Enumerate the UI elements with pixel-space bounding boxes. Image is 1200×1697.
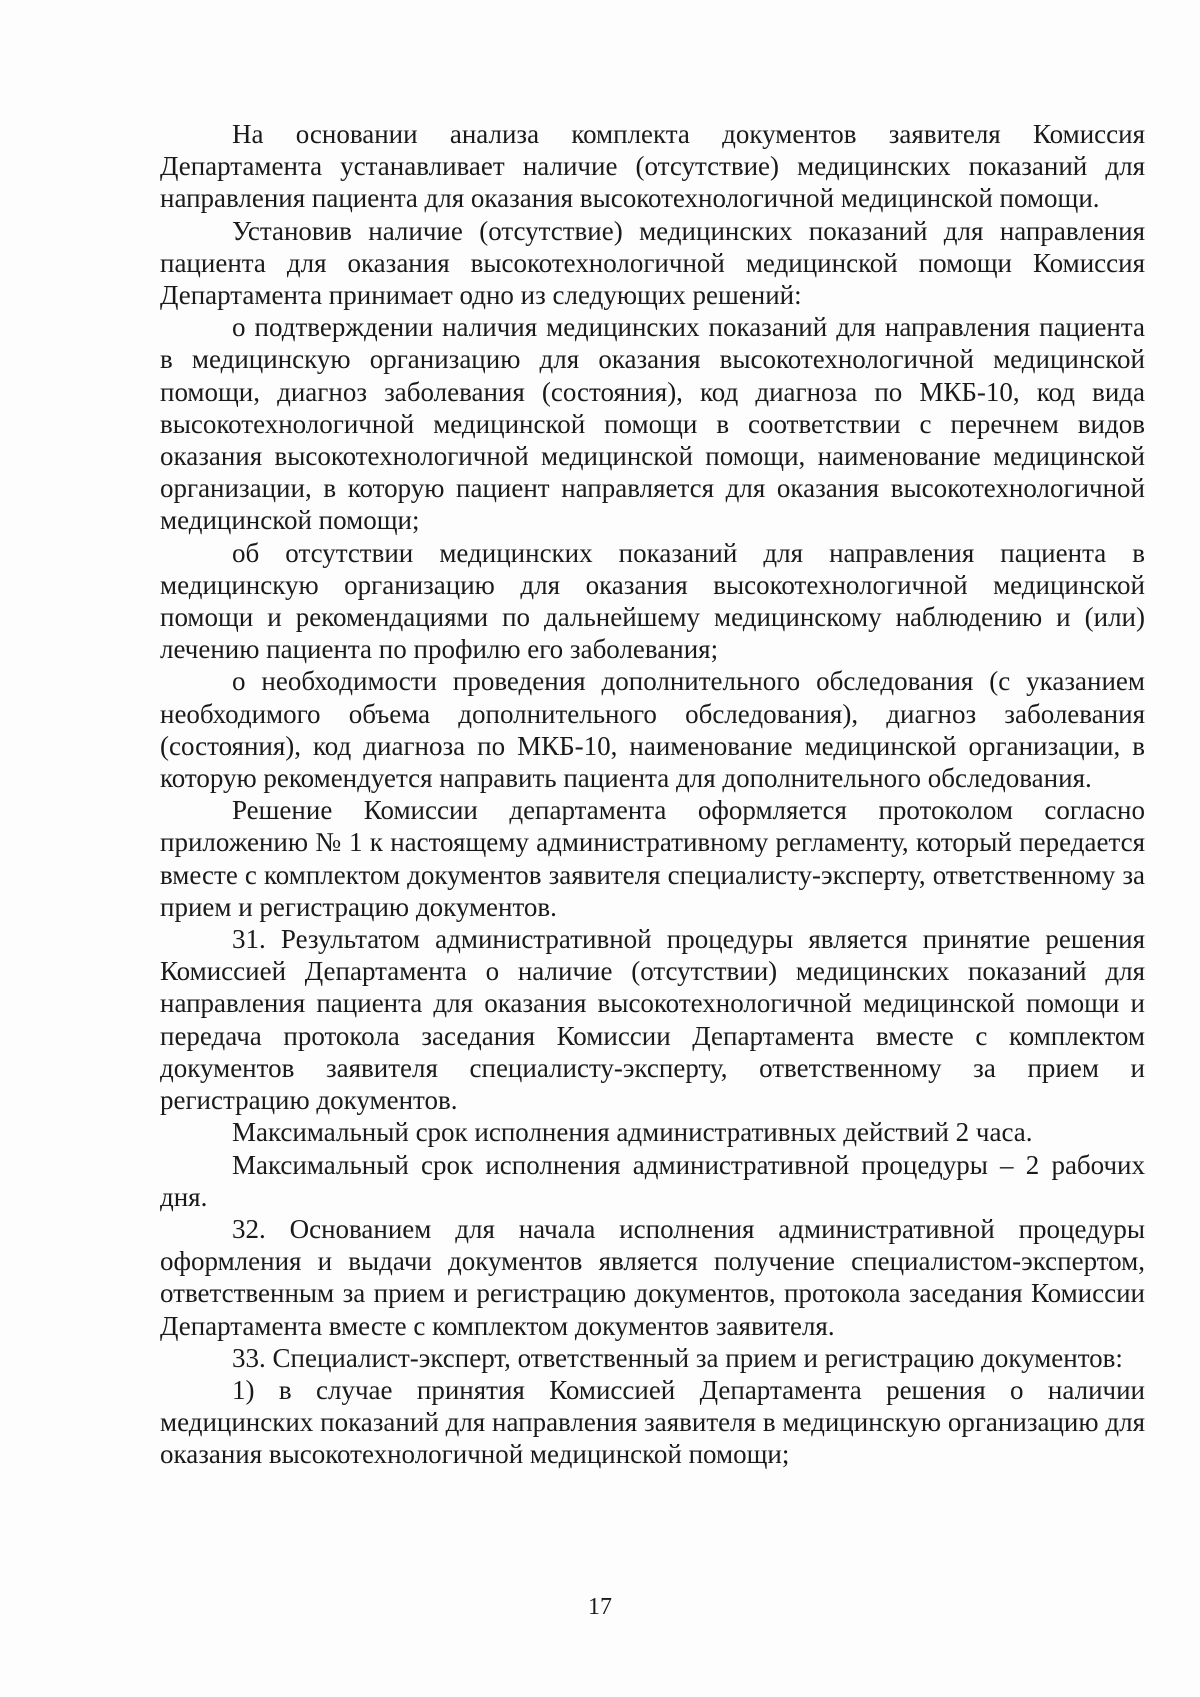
page-number: 17 bbox=[588, 1594, 612, 1620]
paragraph: Максимальный срок исполнения административных действий 2 часа. bbox=[232, 1117, 1033, 1148]
paragraph: Решение Комиссии департамента оформляется протоколом согласно приложению № 1 к настоящему административному регламенту, который передается вместе с комплектом документов заявителя специалисту-эксперту, ответственному за прием и регистрацию документов. bbox=[160, 795, 1145, 922]
paragraph: о подтверждении наличия медицинских показаний для направления пациента в медицинскую организацию для оказания высокотехнологичной медицинской помощи, диагноз заболевания (состояния), код диагноза по МКБ-10, код вида высокотехнологичной медицинской помощи в соответствии с перечнем видов оказания высокотехнологичной медицинской помощи, наименование медицинской организации, в которую пациент направляется для оказания высокотехнологичной медицинской помощи; bbox=[160, 312, 1145, 536]
paragraph: 33. Специалист-эксперт, ответственный за прием и регистрацию документов: bbox=[232, 1342, 1123, 1373]
paragraph: о необходимости проведения дополнительного обследования (с указанием необходимого объема дополнительного обследования), диагноз заболевания (состояния), код диагноза по МКБ-10, наименование медицинской организации, в которую рекомендуется направить пациента для дополнительного обследования. bbox=[160, 666, 1145, 794]
paragraph: Установив наличие (отсутствие) медицинских показаний для направления пациента для оказания высокотехнологичной медицинской помощи Комиссия Департамента принимает одно из следующих решений: bbox=[160, 215, 1145, 311]
paragraph: 31. Результатом административной процедуры является принятие решения Комиссией Департамента о наличие (отсутствии) медицинских показаний для направления пациента для оказания высокотехнологичной медицинской помощи и передача протокола заседания Комиссии Департамента вместе с комплектом документов заявителя специалисту-эксперту, ответственному за прием и регистрацию документов. bbox=[160, 924, 1145, 1116]
document-body bbox=[160, 118, 1145, 1471]
paragraph: 1) в случае принятия Комиссией Департамента решения о наличии медицинских показаний для направления заявителя в медицинскую организацию для оказания высокотехнологичной медицинской помощи; bbox=[160, 1374, 1145, 1470]
paragraph: об отсутствии медицинских показаний для направления пациента в медицинскую организацию для оказания высокотехнологичной медицинской помощи и рекомендациями по дальнейшему медицинскому наблюдению и (или) лечению пациента по профилю его заболевания; bbox=[160, 537, 1145, 665]
paragraph: 32. Основанием для начала исполнения административной процедуры оформления и выдачи документов является получение специалистом-экспертом, ответственным за прием и регистрацию документов, протокола заседания Комиссии Департамента вместе с комплектом документов заявителя. bbox=[160, 1213, 1145, 1341]
paragraph: Максимальный срок исполнения административной процедуры – 2 рабочих дня. bbox=[160, 1149, 1145, 1212]
paragraph: На основании анализа комплекта документов заявителя Комиссия Департамента устанавливает наличие (отсутствие) медицинских показаний для направления пациента для оказания высокотехнологичной медицинской помощи. bbox=[160, 119, 1145, 214]
